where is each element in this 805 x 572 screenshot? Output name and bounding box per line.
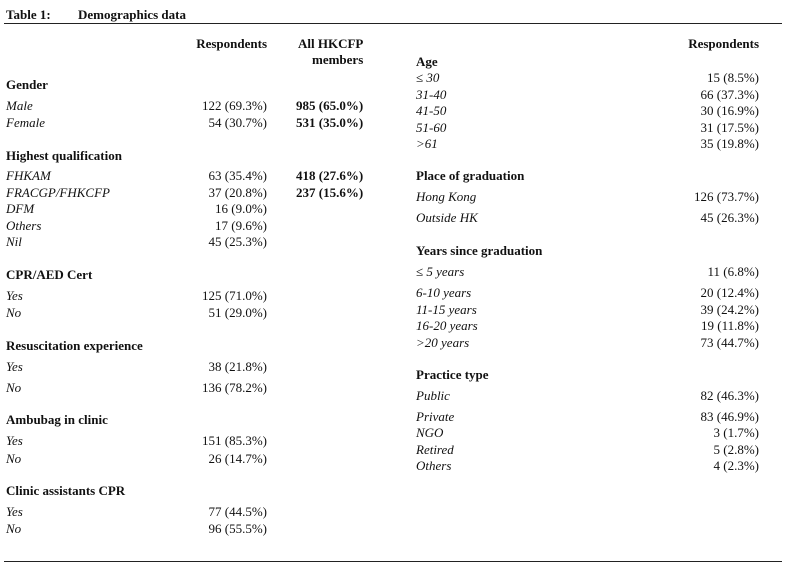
row-label: FRACGP/FHKCFP	[6, 185, 110, 200]
row-respondents: 51 (29.0%)	[208, 305, 267, 320]
row-label: Outside HK	[416, 210, 478, 225]
row-all-members: 418 (27.6%)	[296, 168, 364, 183]
row-respondents: 11 (6.8%)	[707, 264, 759, 279]
row-respondents: 54 (30.7%)	[208, 115, 267, 130]
row-label: ≤ 30	[416, 70, 440, 85]
row-respondents: 30 (16.9%)	[700, 103, 759, 118]
row-respondents: 20 (12.4%)	[700, 285, 759, 300]
row-respondents: 31 (17.5%)	[700, 120, 759, 135]
row-respondents: 63 (35.4%)	[208, 168, 267, 183]
row-label: No	[6, 521, 22, 536]
row-label: No	[6, 451, 22, 466]
row-label: Others	[6, 218, 42, 233]
row-respondents: 3 (1.7%)	[713, 425, 759, 440]
row-respondents: 5 (2.8%)	[713, 442, 759, 457]
row-label: 6-10 years	[416, 285, 472, 300]
header-right-respondents: Respondents	[688, 36, 759, 51]
row-label: 16-20 years	[416, 318, 478, 333]
section-heading-place-of-graduation: Place of graduation	[416, 168, 525, 183]
row-label: NGO	[416, 425, 444, 440]
row-label: 31-40	[416, 87, 447, 102]
section-heading-ambubag: Ambubag in clinic	[6, 412, 108, 427]
row-label: ≤ 5 years	[416, 264, 465, 279]
row-respondents: 122 (69.3%)	[202, 98, 267, 113]
row-respondents: 17 (9.6%)	[215, 218, 267, 233]
top-rule	[4, 23, 782, 24]
row-respondents: 16 (9.0%)	[215, 201, 267, 216]
row-label: No	[6, 380, 22, 395]
table-number: Table 1:	[6, 7, 51, 22]
row-label: Yes	[6, 504, 23, 519]
row-all-members: 531 (35.0%)	[296, 115, 364, 130]
section-heading-practice-type: Practice type	[416, 367, 489, 382]
row-label: DFM	[6, 201, 35, 216]
row-label: Yes	[6, 288, 23, 303]
row-label: Private	[416, 409, 455, 424]
row-label: >61	[416, 136, 438, 151]
row-label: Yes	[6, 359, 23, 374]
row-label: 51-60	[416, 120, 447, 135]
row-label: Yes	[6, 433, 23, 448]
row-label: Others	[416, 458, 452, 473]
table-title: Demographics data	[78, 7, 186, 22]
section-heading-years-since-graduation: Years since graduation	[416, 243, 543, 258]
row-label: 41-50	[416, 103, 447, 118]
row-label: Hong Kong	[416, 189, 477, 204]
row-respondents: 96 (55.5%)	[208, 521, 267, 536]
row-respondents: 45 (25.3%)	[208, 234, 267, 249]
row-label: >20 years	[416, 335, 470, 350]
row-respondents: 151 (85.3%)	[202, 433, 267, 448]
row-respondents: 38 (21.8%)	[208, 359, 267, 374]
row-respondents: 45 (26.3%)	[700, 210, 759, 225]
section-heading-gender: Gender	[6, 77, 48, 92]
section-heading-cpr-aed: CPR/AED Cert	[6, 267, 93, 282]
row-respondents: 77 (44.5%)	[208, 504, 267, 519]
row-label: Female	[6, 115, 45, 130]
row-respondents: 39 (24.2%)	[700, 302, 759, 317]
row-respondents: 126 (73.7%)	[694, 189, 759, 204]
row-label: No	[6, 305, 22, 320]
header-all-members-line2: members	[312, 52, 364, 67]
row-label: FHKAM	[6, 168, 51, 183]
row-respondents: 136 (78.2%)	[202, 380, 267, 395]
section-heading-qualification: Highest qualification	[6, 148, 122, 163]
row-respondents: 4 (2.3%)	[713, 458, 759, 473]
header-respondents: Respondents	[196, 36, 267, 51]
row-respondents: 125 (71.0%)	[202, 288, 267, 303]
row-respondents: 35 (19.8%)	[700, 136, 759, 151]
section-heading-age: Age	[416, 54, 438, 69]
row-all-members: 985 (65.0%)	[296, 98, 364, 113]
row-respondents: 37 (20.8%)	[208, 185, 267, 200]
row-respondents: 26 (14.7%)	[208, 451, 267, 466]
row-respondents: 66 (37.3%)	[700, 87, 759, 102]
row-respondents: 19 (11.8%)	[700, 318, 759, 333]
row-respondents: 15 (8.5%)	[707, 70, 759, 85]
row-respondents: 73 (44.7%)	[700, 335, 759, 350]
section-heading-resuscitation: Resuscitation experience	[6, 338, 143, 353]
row-label: Nil	[6, 234, 22, 249]
row-all-members: 237 (15.6%)	[296, 185, 364, 200]
row-respondents: 82 (46.3%)	[700, 388, 759, 403]
bottom-rule	[4, 561, 782, 562]
row-respondents: 83 (46.9%)	[700, 409, 759, 424]
section-heading-assistants-cpr: Clinic assistants CPR	[6, 483, 126, 498]
row-label: 11-15 years	[416, 302, 477, 317]
row-label: Public	[416, 388, 450, 403]
header-all-members: All HKCFP	[298, 36, 364, 51]
row-label: Retired	[416, 442, 454, 457]
row-label: Male	[6, 98, 33, 113]
